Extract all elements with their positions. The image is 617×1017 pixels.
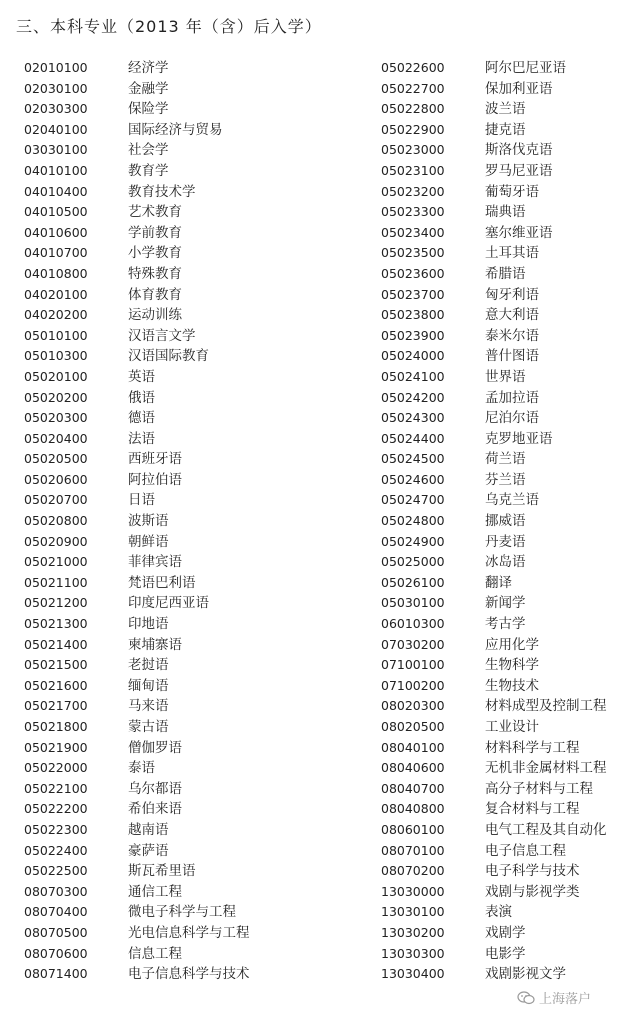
- major-code: 04020200: [24, 307, 88, 323]
- major-row: [381, 799, 607, 820]
- major-row: [381, 408, 607, 429]
- major-code: 05022200: [24, 801, 88, 817]
- major-row: [24, 655, 250, 676]
- major-code: 05023000: [381, 142, 445, 158]
- major-code: 05021800: [24, 719, 88, 734]
- major-code: 05023600: [381, 265, 445, 281]
- major-code: 05010300: [24, 348, 88, 364]
- major-row: [24, 182, 250, 203]
- major-code: 13030300: [381, 945, 445, 961]
- major-row: [381, 861, 607, 882]
- major-row: [381, 346, 607, 367]
- major-row: [381, 449, 607, 470]
- major-code: 13030400: [381, 966, 445, 982]
- major-row: [24, 923, 250, 944]
- major-name: 阿尔巴尼亚语: [485, 60, 566, 76]
- major-code: 08070100: [381, 842, 445, 858]
- major-code: 08070300: [24, 883, 88, 899]
- major-row: [381, 635, 607, 656]
- major-row: [381, 58, 607, 79]
- major-name: 瑞典语: [485, 204, 526, 221]
- major-code: 08070200: [381, 863, 445, 879]
- major-name: 戏剧与影视学类: [485, 883, 580, 900]
- major-row: [24, 511, 250, 532]
- major-row: [381, 676, 607, 697]
- major-name: 艺术教育: [128, 204, 182, 221]
- major-name: 经济学: [128, 60, 169, 76]
- major-name: 翻译: [485, 574, 512, 591]
- major-code: 05023100: [381, 162, 445, 178]
- major-row: [24, 243, 250, 264]
- major-code: 04010700: [24, 245, 88, 261]
- major-name: 缅甸语: [128, 677, 169, 694]
- major-code: 05023900: [381, 327, 445, 343]
- major-name: 荷兰语: [485, 451, 526, 468]
- major-row: [381, 717, 607, 738]
- major-name: 梵语巴利语: [128, 574, 196, 591]
- major-row: [24, 99, 250, 120]
- major-code: 05026100: [381, 574, 445, 590]
- major-name: 戏剧影视文学: [485, 966, 566, 983]
- major-row: [381, 532, 607, 553]
- major-code: 05023400: [381, 224, 445, 240]
- major-row: [381, 305, 607, 326]
- major-code: 05021300: [24, 616, 88, 632]
- major-code: 05023700: [381, 286, 445, 302]
- major-row: [24, 120, 250, 141]
- major-row: [381, 429, 607, 450]
- major-row: [24, 326, 250, 347]
- major-name: 豪萨语: [128, 842, 169, 859]
- major-code: 04010800: [24, 265, 88, 281]
- major-code: 05024900: [381, 533, 445, 549]
- major-name: 无机非金属材料工程: [485, 760, 607, 777]
- major-row: [24, 882, 250, 903]
- major-row: [24, 429, 250, 450]
- major-row: [24, 820, 250, 841]
- major-row: [381, 161, 607, 182]
- major-name: 越南语: [128, 821, 169, 838]
- major-row: [24, 614, 250, 635]
- major-name: 尼泊尔语: [485, 410, 539, 427]
- major-row: [381, 573, 607, 594]
- major-name: 复合材料与工程: [485, 801, 580, 818]
- major-name: 希伯来语: [128, 801, 182, 818]
- major-code: 05022600: [381, 60, 445, 75]
- major-code: 05022500: [24, 863, 88, 879]
- major-row: [381, 120, 607, 141]
- major-code: 05023500: [381, 245, 445, 261]
- major-row: [24, 305, 250, 326]
- major-code: 05021500: [24, 657, 88, 673]
- major-name: 克罗地亚语: [485, 430, 553, 447]
- major-code: 05025000: [381, 554, 445, 570]
- major-code: 05022700: [381, 80, 445, 96]
- major-row: [24, 223, 250, 244]
- major-code: 05024000: [381, 348, 445, 364]
- major-name: 日语: [128, 492, 155, 509]
- major-name: 特殊教育: [128, 265, 182, 282]
- watermark: [517, 988, 591, 1007]
- major-row: [24, 449, 250, 470]
- major-code: 05021200: [24, 595, 88, 611]
- major-name: 孟加拉语: [485, 389, 539, 406]
- major-name: 生物技术: [485, 677, 539, 694]
- major-row: [24, 532, 250, 553]
- major-name: 体育教育: [128, 286, 182, 303]
- major-code: 05020600: [24, 471, 88, 487]
- major-code: 05024400: [381, 430, 445, 446]
- major-row: [24, 202, 250, 223]
- major-name: 德语: [128, 410, 155, 427]
- major-name: 电子信息科学与技术: [128, 966, 250, 983]
- major-row: [381, 902, 607, 923]
- major-code: 07100200: [381, 677, 445, 693]
- major-row: [24, 902, 250, 923]
- major-code: 05020300: [24, 410, 88, 426]
- major-name: 芬兰语: [485, 471, 526, 488]
- major-code: 13030200: [381, 924, 445, 940]
- major-row: [24, 696, 250, 717]
- major-name: 波斯语: [128, 513, 169, 530]
- major-name: 意大利语: [485, 307, 539, 324]
- major-row: [24, 552, 250, 573]
- major-name: 泰语: [128, 760, 155, 777]
- major-code: 02010100: [24, 60, 88, 75]
- major-name: 教育学: [128, 162, 169, 179]
- major-name: 菲律宾语: [128, 554, 182, 571]
- major-list-right: [381, 58, 607, 985]
- major-code: 05022300: [24, 821, 88, 837]
- major-name: 蒙古语: [128, 719, 169, 735]
- major-name: 冰岛语: [485, 554, 526, 571]
- major-code: 08040800: [381, 801, 445, 817]
- major-name: 信息工程: [128, 945, 182, 962]
- major-name: 应用化学: [485, 636, 539, 653]
- major-code: 02030300: [24, 101, 88, 117]
- major-code: 05020800: [24, 513, 88, 529]
- major-name: 学前教育: [128, 224, 182, 241]
- major-code: 05020900: [24, 533, 88, 549]
- major-name: 汉语国际教育: [128, 348, 209, 365]
- major-code: 05021100: [24, 574, 88, 590]
- major-name: 汉语言文学: [128, 327, 196, 344]
- major-name: 材料成型及控制工程: [485, 698, 607, 715]
- major-name: 土耳其语: [485, 245, 539, 262]
- major-code: 05022900: [381, 121, 445, 137]
- major-row: [381, 79, 607, 100]
- major-row: [381, 140, 607, 161]
- major-code: 05022100: [24, 780, 88, 796]
- major-name: 朝鲜语: [128, 533, 169, 550]
- major-name: 英语: [128, 368, 155, 385]
- major-name: 电影学: [485, 945, 526, 962]
- major-name: 教育技术学: [128, 183, 196, 200]
- major-name: 挪威语: [485, 513, 526, 530]
- major-row: [381, 367, 607, 388]
- major-code: 05023200: [381, 183, 445, 199]
- major-row: [24, 161, 250, 182]
- major-code: 07030200: [381, 636, 445, 652]
- major-name: 俄语: [128, 389, 155, 406]
- major-row: [381, 285, 607, 306]
- major-code: 05022400: [24, 842, 88, 858]
- major-code: 04010400: [24, 183, 88, 199]
- major-name: 阿拉伯语: [128, 471, 182, 488]
- major-name: 希腊语: [485, 265, 526, 282]
- major-row: [24, 79, 250, 100]
- major-name: 世界语: [485, 368, 526, 385]
- major-name: 斯洛伐克语: [485, 142, 553, 159]
- major-row: [24, 964, 250, 985]
- major-row: [381, 738, 607, 759]
- major-name: 小学教育: [128, 245, 182, 262]
- major-row: [381, 470, 607, 491]
- major-code: 08070400: [24, 904, 88, 920]
- major-name: 戏剧学: [485, 924, 526, 941]
- major-row: [24, 799, 250, 820]
- major-name: 僧伽罗语: [128, 739, 182, 756]
- major-row: [24, 346, 250, 367]
- major-code: 05020200: [24, 389, 88, 405]
- major-row: [381, 223, 607, 244]
- major-code: 05020400: [24, 430, 88, 446]
- major-code: 05020700: [24, 492, 88, 508]
- major-name: 考古学: [485, 616, 526, 633]
- major-row: [381, 820, 607, 841]
- major-code: 05021000: [24, 554, 88, 570]
- major-code: 02040100: [24, 121, 88, 137]
- major-code: 08070600: [24, 945, 88, 961]
- major-row: [24, 388, 250, 409]
- major-code: 05024100: [381, 368, 445, 384]
- major-name: 运动训练: [128, 307, 182, 324]
- major-name: 乌尔都语: [128, 780, 182, 797]
- major-code: 05022800: [381, 101, 445, 117]
- major-row: [381, 841, 607, 862]
- major-row: [24, 490, 250, 511]
- page-title: 三、本科专业（2013 年（含）后入学）: [16, 17, 322, 36]
- major-name: 马来语: [128, 698, 169, 715]
- major-row: [381, 326, 607, 347]
- major-code: 05010100: [24, 327, 88, 343]
- major-name: 保险学: [128, 101, 169, 118]
- major-name: 西班牙语: [128, 451, 182, 468]
- major-code: 05023300: [381, 204, 445, 220]
- major-row: [381, 593, 607, 614]
- major-row: [381, 655, 607, 676]
- major-name: 金融学: [128, 80, 169, 97]
- major-code: 05024500: [381, 451, 445, 467]
- major-name: 国际经济与贸易: [128, 121, 223, 138]
- major-name: 光电信息科学与工程: [128, 924, 250, 941]
- major-code: 05020500: [24, 451, 88, 467]
- major-row: [381, 243, 607, 264]
- major-row: [381, 511, 607, 532]
- major-code: 08070500: [24, 924, 88, 940]
- major-code: 05021700: [24, 698, 88, 714]
- major-row: [24, 367, 250, 388]
- major-name: 波兰语: [485, 101, 526, 118]
- major-code: 05023800: [381, 307, 445, 323]
- major-row: [381, 758, 607, 779]
- major-code: 08071400: [24, 966, 88, 982]
- major-name: 斯瓦希里语: [128, 863, 196, 880]
- major-name: 普什图语: [485, 348, 539, 365]
- major-name: 捷克语: [485, 121, 526, 138]
- major-row: [24, 58, 250, 79]
- major-name: 柬埔寨语: [128, 636, 182, 653]
- major-row: [24, 676, 250, 697]
- major-code: 05030100: [381, 595, 445, 611]
- major-name: 丹麦语: [485, 533, 526, 550]
- major-name: 表演: [485, 904, 512, 921]
- major-name: 印地语: [128, 616, 169, 633]
- major-code: 05024300: [381, 410, 445, 426]
- major-code: 13030100: [381, 904, 445, 920]
- major-name: 工业设计: [485, 719, 539, 735]
- major-row: [24, 861, 250, 882]
- major-code: 04010100: [24, 162, 88, 178]
- major-name: 乌克兰语: [485, 492, 539, 509]
- major-code: 04010500: [24, 204, 88, 220]
- major-row: [381, 388, 607, 409]
- major-name: 电气工程及其自动化: [485, 821, 607, 838]
- major-row: [24, 264, 250, 285]
- major-code: 05024700: [381, 492, 445, 508]
- major-name: 匈牙利语: [485, 286, 539, 303]
- major-name: 材料科学与工程: [485, 739, 580, 756]
- major-code: 05020100: [24, 368, 88, 384]
- major-row: [381, 944, 607, 965]
- major-code: 08060100: [381, 821, 445, 837]
- major-row: [24, 738, 250, 759]
- major-name: 老挝语: [128, 657, 169, 674]
- major-row: [381, 696, 607, 717]
- major-name: 社会学: [128, 142, 169, 159]
- major-row: [381, 882, 607, 903]
- wechat-icon: [517, 991, 535, 1005]
- major-row: [24, 717, 250, 738]
- major-name: 塞尔维亚语: [485, 224, 553, 241]
- major-row: [24, 573, 250, 594]
- major-code: 05024600: [381, 471, 445, 487]
- major-name: 通信工程: [128, 883, 182, 900]
- major-row: [381, 490, 607, 511]
- major-code: 04020100: [24, 286, 88, 302]
- major-code: 04010600: [24, 224, 88, 240]
- major-row: [381, 964, 607, 985]
- major-name: 保加利亚语: [485, 80, 553, 97]
- major-code: 06010300: [381, 616, 445, 632]
- major-row: [381, 552, 607, 573]
- major-code: 05021900: [24, 739, 88, 755]
- major-code: 05021400: [24, 636, 88, 652]
- major-row: [381, 614, 607, 635]
- major-name: 泰米尔语: [485, 327, 539, 344]
- major-row: [24, 635, 250, 656]
- major-name: 法语: [128, 430, 155, 447]
- major-list-left: [24, 58, 250, 985]
- major-row: [381, 779, 607, 800]
- major-code: 05022000: [24, 760, 88, 776]
- major-name: 微电子科学与工程: [128, 904, 236, 921]
- major-code: 05021600: [24, 677, 88, 693]
- major-code: 08020500: [381, 719, 445, 734]
- major-row: [24, 841, 250, 862]
- major-code: 08040100: [381, 739, 445, 755]
- watermark-text: 上海落户: [538, 992, 591, 1007]
- major-code: 08020300: [381, 698, 445, 714]
- major-row: [24, 944, 250, 965]
- major-row: [24, 593, 250, 614]
- major-code: 03030100: [24, 142, 88, 158]
- major-row: [24, 408, 250, 429]
- major-code: 13030000: [381, 883, 445, 899]
- major-name: 生物科学: [485, 657, 539, 674]
- major-row: [381, 182, 607, 203]
- major-name: 印度尼西亚语: [128, 595, 209, 612]
- major-name: 电子科学与技术: [485, 863, 580, 880]
- major-row: [381, 99, 607, 120]
- major-row: [381, 264, 607, 285]
- major-code: 08040700: [381, 780, 445, 796]
- major-code: 08040600: [381, 760, 445, 776]
- major-code: 05024200: [381, 389, 445, 405]
- major-row: [24, 779, 250, 800]
- major-name: 新闻学: [485, 595, 526, 612]
- major-name: 罗马尼亚语: [485, 162, 553, 179]
- major-name: 电子信息工程: [485, 842, 566, 859]
- major-row: [24, 470, 250, 491]
- major-name: 葡萄牙语: [485, 183, 539, 200]
- major-code: 05024800: [381, 513, 445, 529]
- major-row: [381, 202, 607, 223]
- major-name: 高分子材料与工程: [485, 780, 593, 797]
- major-row: [381, 923, 607, 944]
- major-code: 07100100: [381, 657, 445, 673]
- major-row: [24, 285, 250, 306]
- major-code: 02030100: [24, 80, 88, 96]
- major-row: [24, 758, 250, 779]
- major-row: [24, 140, 250, 161]
